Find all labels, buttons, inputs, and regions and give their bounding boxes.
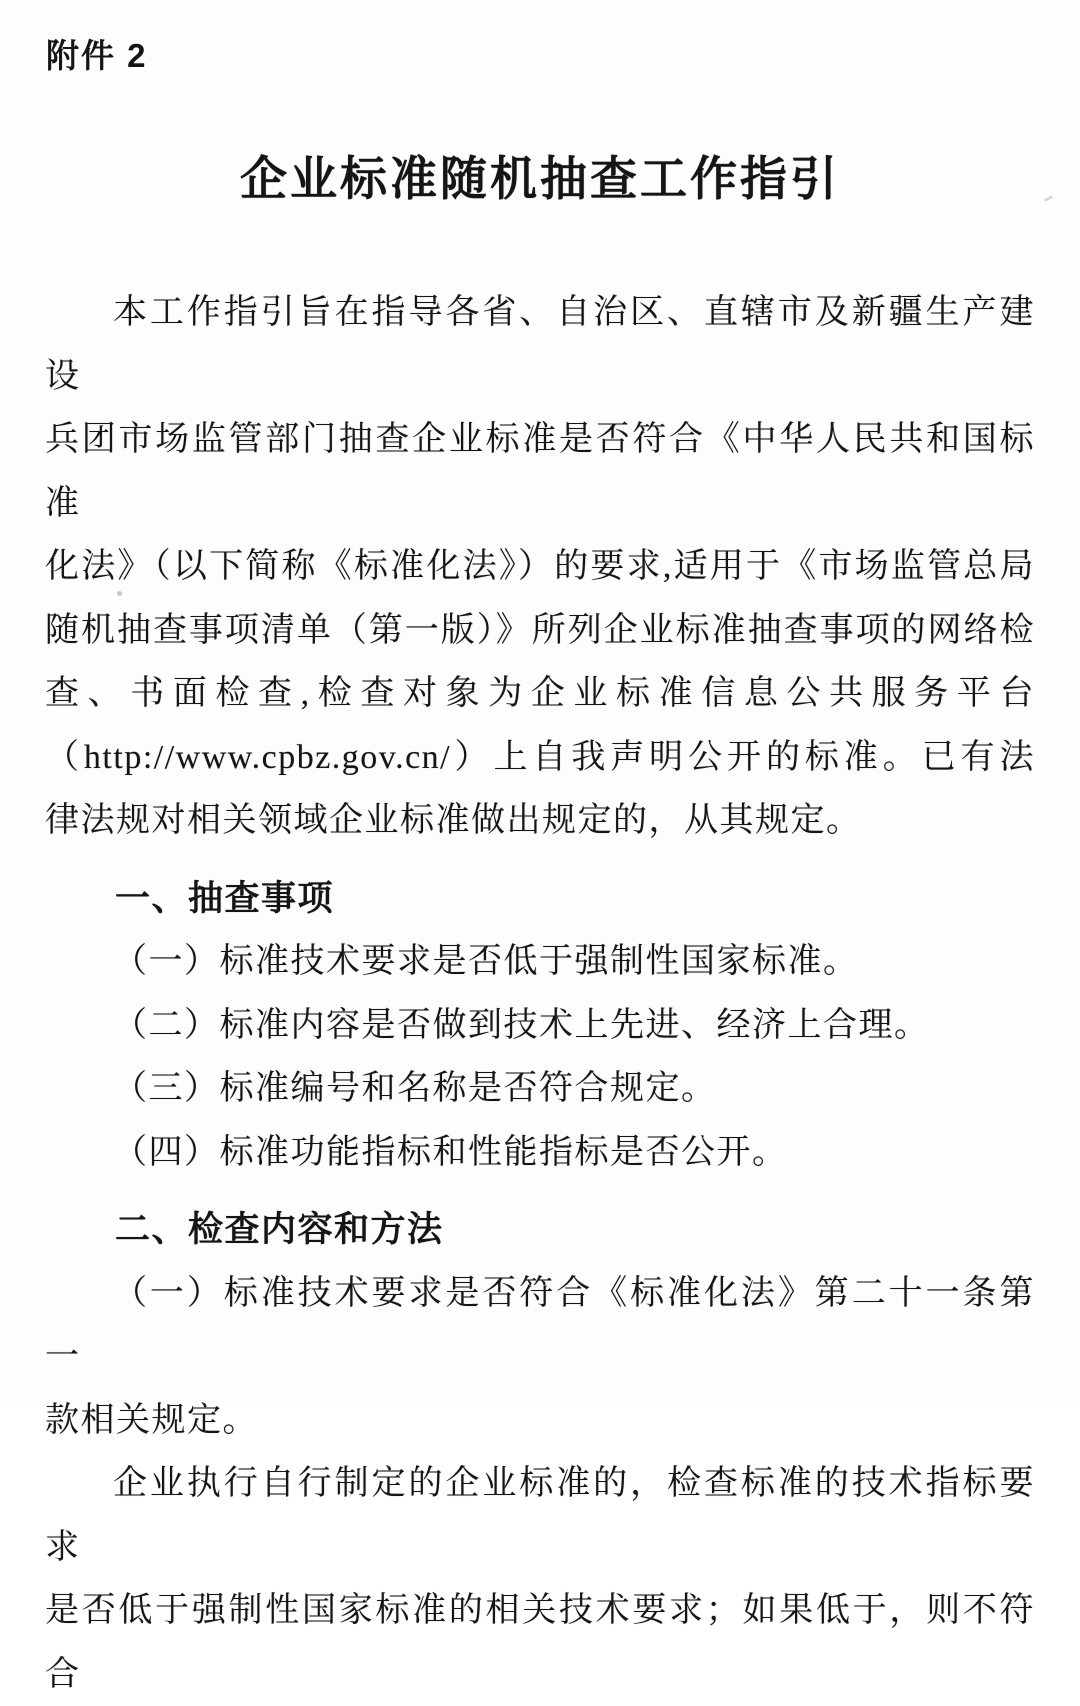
page-title: 企业标准随机抽查工作指引 (240, 154, 840, 206)
body-line: 随机抽查事项清单（第一版）》所列企业标准抽查事项的网络检 (45, 611, 1035, 649)
body-line: （四）标准功能指标和性能指标是否公开。 (113, 1133, 788, 1171)
body-line: （http://www.cpbz.gov.cn/）上自我声明公开的标准。已有法 (45, 738, 1035, 776)
body-line: 兵团市场监管部门抽查企业标准是否符合《中华人民共和国标准 (45, 421, 1035, 522)
body-line: （二）标准内容是否做到技术上先进、经济上合理。 (113, 1006, 930, 1044)
body-line: 本工作指引旨在指导各省、自治区、直辖市及新疆生产建设 (45, 294, 1035, 395)
body-line: 律法规对相关领域企业标准做出规定的，从其规定。 (45, 802, 862, 839)
body-line: （一）标准技术要求是否低于强制性国家标准。 (113, 943, 859, 980)
scan-speck (117, 591, 122, 596)
body-line: 化法》（以下简称《标准化法》）的要求,适用于《市场监管总局 (45, 548, 1035, 585)
body-line: （三）标准编号和名称是否符合规定。 (113, 1070, 717, 1107)
body-line: 企业执行自行制定的企业标准的，检查标准的技术指标要求 (45, 1465, 1035, 1566)
section-heading: 一、抽查事项 (115, 878, 335, 918)
body-line: 是否低于强制性国家标准的相关技术要求；如果低于，则不符合 (45, 1592, 1035, 1693)
section-heading: 二、检查内容和方法 (115, 1210, 444, 1249)
body-line: 款相关规定。 (45, 1401, 258, 1439)
attachment-label: 附件 2 (46, 37, 148, 74)
document-body (45, 281, 1035, 1706)
body-line: （一）标准技术要求是否符合《标准化法》第二十一条第一 (45, 1274, 1035, 1375)
body-line: 查、书面检查,检查对象为企业标准信息公共服务平台 (45, 675, 1035, 712)
